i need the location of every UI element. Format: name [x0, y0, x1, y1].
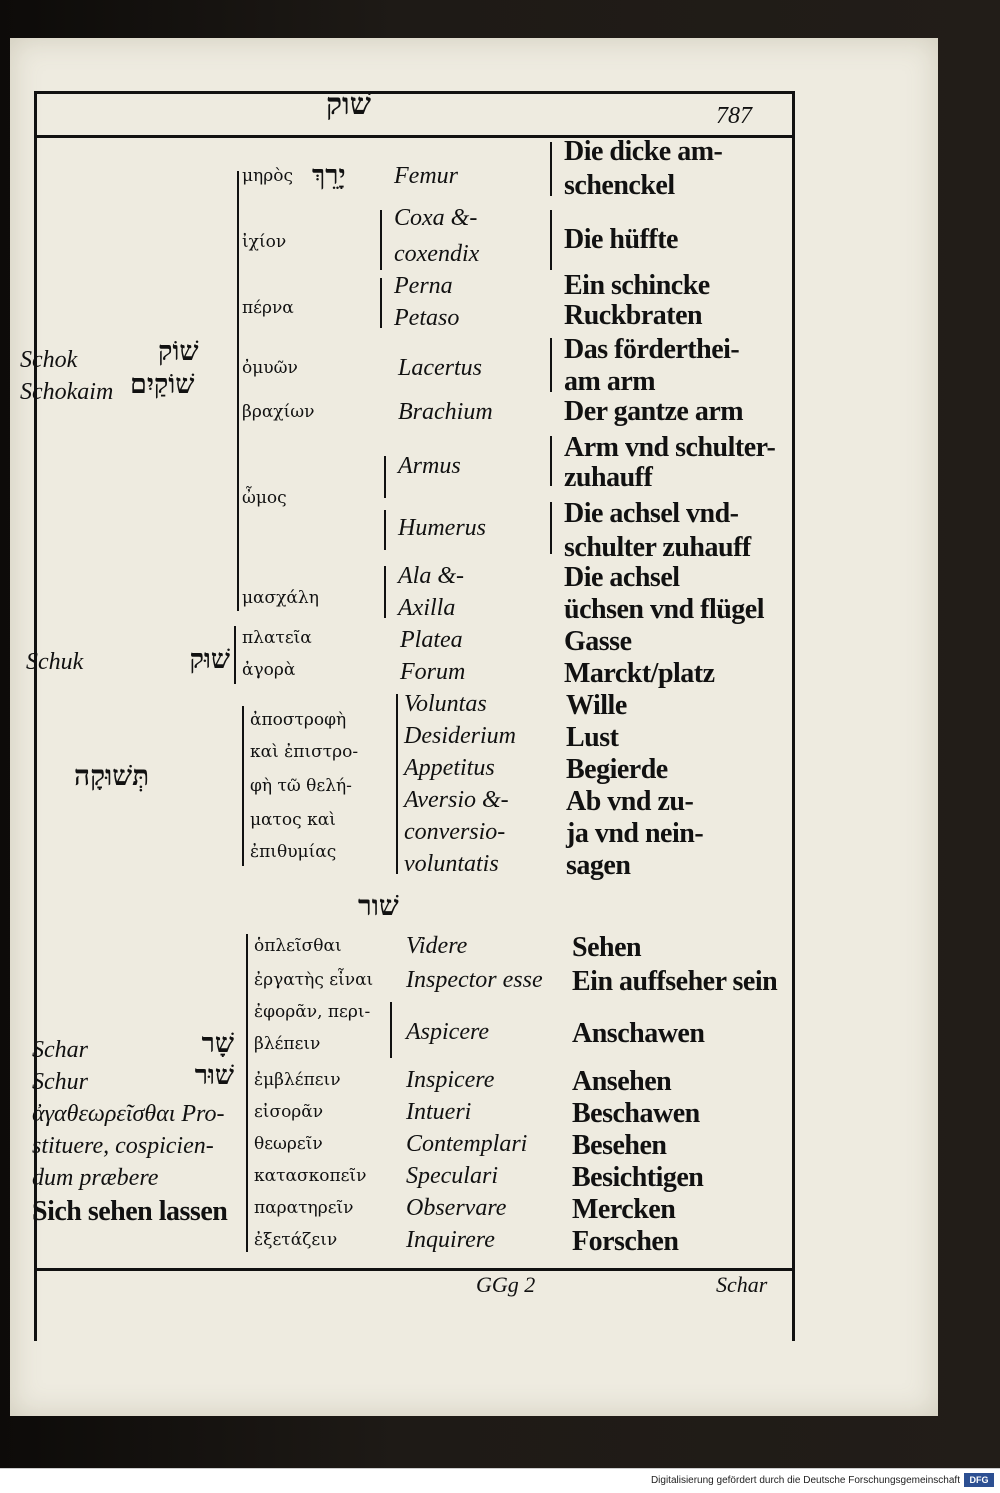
- left-phrase: ἀγαθεωρεῖσθαι Pro-: [32, 1101, 225, 1127]
- german-term: ja vnd nein-: [566, 818, 704, 849]
- german-term: Begierde: [566, 754, 668, 785]
- greek-phrase-line: ἀποστροφὴ: [250, 710, 347, 730]
- latin-term: Forum: [400, 659, 466, 685]
- german-term: schulter zuhauff: [564, 532, 751, 563]
- left-phrase-german: Sich sehen lassen: [32, 1196, 228, 1227]
- brace: [550, 436, 552, 486]
- footer-rule: [34, 1268, 792, 1271]
- greek-word: πέρνα: [242, 298, 294, 318]
- hebrew-headword-shuk: שׁוּק: [189, 644, 230, 675]
- page-number: 787: [716, 103, 752, 129]
- brace: [550, 210, 552, 270]
- german-term: Ruckbraten: [564, 300, 703, 331]
- brace: [384, 510, 386, 550]
- credit-text: Digitalisierung gefördert durch die Deutsche Forschungsgemeinschaft: [650, 1475, 960, 1486]
- hebrew-headword-shar: שָׁר: [201, 1028, 234, 1059]
- german-term: Gasse: [564, 626, 632, 657]
- latin-term: Humerus: [398, 515, 486, 541]
- latin-term: Ala &-: [398, 563, 464, 589]
- latin-term: Armus: [398, 453, 461, 479]
- latin-term: conversio-: [404, 819, 506, 845]
- german-term: Besichtigen: [572, 1162, 704, 1193]
- greek-phrase-line: ματος καὶ: [250, 810, 336, 830]
- latin-term: Axilla: [398, 595, 456, 621]
- latin-term: Observare: [406, 1195, 507, 1221]
- brace: [550, 142, 552, 196]
- greek-word: βλέπειν: [254, 1034, 321, 1054]
- german-term: üchsen vnd flügel: [564, 594, 764, 625]
- greek-word: εἰσορᾶν: [254, 1102, 324, 1122]
- left-phrase: stituere, cospicien-: [32, 1133, 214, 1159]
- latin-term: Lacertus: [398, 355, 482, 381]
- latin-term: Inquirere: [406, 1227, 495, 1253]
- latin-term: voluntatis: [404, 851, 499, 877]
- latin-term: Petaso: [394, 305, 460, 331]
- greek-word: παρατηρεῖν: [254, 1198, 354, 1218]
- section1-bracket: [237, 171, 239, 611]
- signature-mark: GGg 2: [476, 1272, 536, 1297]
- left-phrase: dum præbere: [32, 1165, 159, 1191]
- hebrew-headword-teshuka: תְּשׁוּקָה: [74, 759, 150, 792]
- dfg-logo: DFG: [964, 1473, 994, 1487]
- brace: [234, 626, 236, 684]
- catchword: Schar: [716, 1272, 768, 1297]
- greek-word: ἐργατὴς εἶναι: [254, 970, 374, 990]
- latin-term: Contemplari: [406, 1131, 528, 1157]
- german-term: Der gantze arm: [564, 396, 744, 427]
- greek-word: ὦμος: [242, 488, 287, 508]
- german-term: am arm: [564, 366, 656, 397]
- greek-word: ἐμβλέπειν: [254, 1070, 341, 1090]
- german-term: zuhauff: [564, 462, 653, 493]
- brace: [242, 706, 244, 866]
- latin-term: Desiderium: [404, 723, 516, 749]
- left-word-schok: Schok: [20, 347, 78, 373]
- hebrew-subtitle-shur: שׁור: [358, 889, 399, 922]
- german-term: Die achsel vnd-: [564, 498, 739, 529]
- greek-word: ἐφορᾶν, περι-: [254, 1002, 371, 1022]
- latin-term: Appetitus: [404, 755, 495, 781]
- german-term: schenckel: [564, 170, 675, 201]
- german-term: Ansehen: [572, 1066, 672, 1097]
- latin-term: Inspector esse: [406, 967, 543, 993]
- greek-word: βραχίων: [242, 402, 315, 422]
- book-page: [10, 38, 938, 1416]
- latin-term: Femur: [394, 163, 458, 189]
- brace: [550, 502, 552, 554]
- latin-term: Brachium: [398, 399, 493, 425]
- hebrew-headword-shokaim: שׁוֹקַיִם: [130, 369, 195, 400]
- brace: [390, 1002, 392, 1058]
- german-term: sagen: [566, 850, 631, 881]
- latin-term: Coxa &-: [394, 205, 478, 231]
- hebrew-word: יָרֵךְ: [312, 160, 346, 191]
- german-term: Forschen: [572, 1226, 679, 1257]
- german-term: Beschawen: [572, 1098, 700, 1129]
- german-term: Die dicke am-: [564, 136, 723, 167]
- latin-term: Aversio &-: [404, 787, 509, 813]
- latin-term: Intueri: [406, 1099, 472, 1125]
- german-term: Wille: [566, 690, 627, 721]
- latin-term: Aspicere: [406, 1019, 490, 1045]
- hebrew-headword-shok: שׁוֹק: [158, 336, 199, 367]
- greek-word: ἐξετάζειν: [254, 1230, 338, 1250]
- latin-term: coxendix: [394, 241, 480, 267]
- brace: [384, 566, 386, 618]
- left-word-schur: Schur: [32, 1069, 88, 1095]
- german-term: Marckt/platz: [564, 658, 715, 689]
- brace: [384, 456, 386, 498]
- german-term: Anschawen: [572, 1018, 705, 1049]
- left-word-schar: Schar: [32, 1037, 88, 1063]
- header-hebrew-title: שׁוק: [326, 87, 371, 122]
- brace: [550, 338, 552, 392]
- left-word-schokaim: Schokaim: [20, 379, 114, 405]
- german-term: Die hüffte: [564, 224, 678, 255]
- greek-word: ἰχίον: [242, 232, 287, 252]
- latin-term: Videre: [406, 933, 468, 959]
- left-word-schuk: Schuk: [26, 649, 84, 675]
- latin-term: Speculari: [406, 1163, 498, 1189]
- latin-term: Perna: [394, 273, 453, 299]
- greek-phrase-line: ἐπιθυμίας: [250, 842, 337, 862]
- german-term: Ein auffseher sein: [572, 966, 778, 997]
- credit-bar: [0, 1468, 1000, 1493]
- german-term: Lust: [566, 722, 619, 753]
- german-term: Ein schincke: [564, 270, 710, 301]
- latin-term: Voluntas: [404, 691, 487, 717]
- greek-word: ὁπλεῖσθαι: [254, 936, 342, 956]
- greek-word: μηρὸς: [242, 166, 293, 186]
- latin-term: Inspicere: [406, 1067, 495, 1093]
- german-term: Besehen: [572, 1130, 667, 1161]
- section4-bracket: [246, 934, 248, 1252]
- greek-word: ὀμυῶν: [242, 358, 298, 378]
- greek-word: πλατεῖα: [242, 628, 312, 648]
- greek-phrase-line: καὶ ἐπιστρο-: [250, 742, 359, 762]
- german-term: Arm vnd schulter-: [564, 432, 776, 463]
- german-term: Ab vnd zu-: [566, 786, 694, 817]
- german-term: Die achsel: [564, 562, 680, 593]
- brace: [380, 278, 382, 328]
- german-term: Mercken: [572, 1194, 676, 1225]
- german-term: Sehen: [572, 932, 642, 963]
- greek-word: μασχάλη: [242, 588, 319, 608]
- german-term: Das förderthei-: [564, 334, 740, 365]
- latin-term: Platea: [400, 627, 463, 653]
- brace: [380, 210, 382, 270]
- hebrew-headword-shur: שׁוּר: [194, 1060, 234, 1091]
- greek-phrase-line: φὴ τῶ θελή-: [250, 776, 352, 796]
- greek-word: θεωρεῖν: [254, 1134, 323, 1154]
- greek-word: κατασκοπεῖν: [254, 1166, 367, 1186]
- brace: [396, 694, 398, 874]
- greek-word: ἀγορὰ: [242, 660, 296, 680]
